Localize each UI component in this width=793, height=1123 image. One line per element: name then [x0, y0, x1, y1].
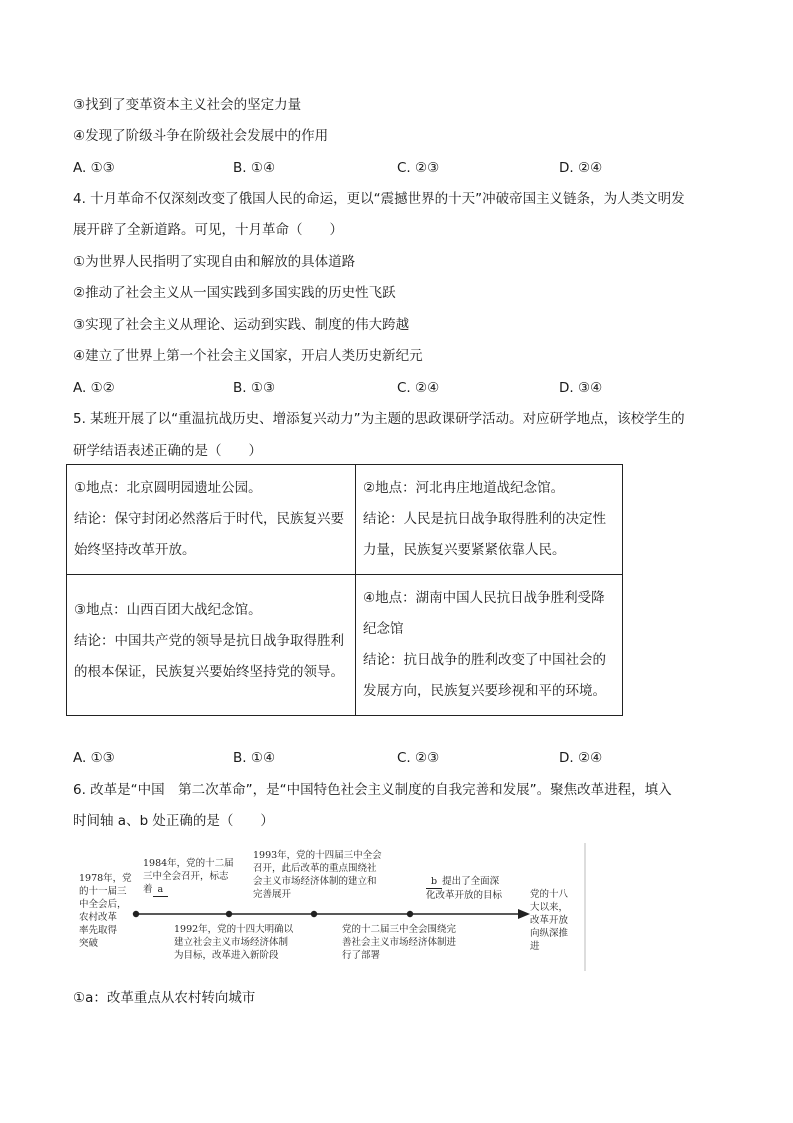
timeline-event-1992: 1992年，党的十四大明确以 建立社会主义市场经济体制 为目标，改革进入新阶段 — [174, 924, 294, 961]
q3-options — [73, 158, 733, 178]
cell-2-line-2: 结论：人民是抗日战争取得胜利的决定性 — [363, 511, 606, 527]
cell-4-line-4: 发展方向，民族复兴要珍视和平的环境。 — [363, 683, 606, 699]
cell-1-line-2: 结论：保守封闭必然落后于时代，民族复兴要 — [74, 511, 344, 527]
table-cell-2 — [356, 465, 623, 575]
q3-statement-3: ③找到了变革资本主义社会的坚定力量 — [73, 97, 302, 113]
q6-statement-1: ①a：改革重点从农村转向城市 — [73, 990, 256, 1006]
table-cell-4 — [356, 575, 623, 716]
timeline-event-1993: 1993年，党的十四届三中全会 召开，此后改革的重点围绕社 会主义市场经济体制的建立和 完善展开 — [253, 850, 382, 900]
q5-option-c[interactable]: C. ②③ — [397, 750, 440, 766]
q4-stem-line-2: 展开辟了全新道路。可见，十月革命（ ） — [73, 222, 343, 238]
table-cell-1 — [67, 465, 356, 575]
cell-1-line-1: ①地点：北京圆明园遗址公园。 — [74, 480, 262, 496]
q5-options — [73, 748, 733, 768]
q3-option-b[interactable]: B. ①④ — [233, 160, 276, 176]
cell-2-line-1: ②地点：河北冉庄地道战纪念馆。 — [363, 480, 565, 496]
q5-option-d[interactable]: D. ②④ — [559, 750, 603, 766]
table-cell-3 — [67, 575, 356, 716]
cell-3-line-3: 的根本保证，民族复兴要始终坚持党的领导。 — [74, 664, 344, 680]
cell-4-line-1: ④地点：湖南中国人民抗日战争胜利受降 — [363, 590, 605, 606]
table-row — [67, 465, 623, 575]
blank-b: b — [426, 875, 442, 889]
timeline-event-reform-plan: 党的十二届三中全会围绕完 善社会主义市场经济体制进 行了部署 — [342, 924, 457, 961]
cell-4-line-2: 纪念馆 — [363, 621, 404, 637]
cell-4-line-3: 结论：抗日战争的胜利改变了中国社会的 — [363, 652, 606, 668]
q5-option-a[interactable]: A. ①③ — [73, 750, 115, 766]
q4-options — [73, 378, 733, 398]
q5-stem-line-1: 5. 某班开展了以“重温抗战历史、增添复兴动力”为主题的思政课研学活动。对应研学地点，该校学生的 — [73, 411, 685, 427]
q4-stem-line-1: 4. 十月革命不仅深刻改变了俄国人民的命运，更以“震撼世界的十天”冲破帝国主义链条，为人类文明发 — [73, 191, 685, 207]
q4-statement-4: ④建立了世界上第一个社会主义国家，开启人类历史新纪元 — [73, 348, 423, 364]
q5-site-table — [66, 464, 623, 716]
timeline-event-b: b 提出了全面深 化改革开放的目标 — [426, 876, 503, 901]
q5-option-b[interactable]: B. ①④ — [233, 750, 276, 766]
q4-option-b[interactable]: B. ①③ — [233, 380, 276, 396]
cell-3-line-2: 结论：中国共产党的领导是抗日战争取得胜利 — [74, 633, 344, 649]
q3-option-d[interactable]: D. ②④ — [559, 160, 603, 176]
timeline-left-label: 1978年，党 的十一届三 中全会后， 农村改革 率先取得 突破 — [79, 873, 132, 949]
cell-1-line-3: 始终坚持改革开放。 — [74, 542, 196, 558]
cell-3-line-1: ③地点：山西百团大战纪念馆。 — [74, 602, 262, 618]
q4-option-a[interactable]: A. ①② — [73, 380, 115, 396]
q4-option-c[interactable]: C. ②④ — [397, 380, 440, 396]
blank-a: a — [153, 883, 169, 897]
timeline-node — [133, 911, 139, 917]
reform-timeline — [74, 843, 586, 971]
timeline-node — [407, 911, 413, 917]
q3-statement-4: ④发现了阶级斗争在阶级社会发展中的作用 — [73, 128, 329, 144]
q6-stem-line-2: 时间轴 a、b 处正确的是（ ） — [73, 813, 274, 829]
q4-option-d[interactable]: D. ③④ — [559, 380, 603, 396]
timeline-event-1984: 1984年，党的十二届 三中全会召开，标志 着 a — [143, 858, 234, 895]
q3-option-c[interactable]: C. ②③ — [397, 160, 440, 176]
q5-stem-line-2: 研学结语表述正确的是（ ） — [73, 443, 262, 459]
cell-2-line-3: 力量，民族复兴要紧紧依靠人民。 — [363, 542, 566, 558]
timeline-node — [226, 911, 232, 917]
q6-stem-line-1: 6. 改革是“中国 第二次革命”，是“中国特色社会主义制度的自我完善和发展”。聚焦改革进程，填入 — [73, 782, 672, 798]
timeline-node — [311, 911, 317, 917]
table-row — [67, 575, 623, 716]
q4-statement-1: ①为世界人民指明了实现自由和解放的具体道路 — [73, 254, 356, 270]
q3-option-a[interactable]: A. ①③ — [73, 160, 115, 176]
timeline-right-label: 党的十八 大以来， 改革开放 向纵深推 进 — [530, 889, 569, 952]
q4-statement-3: ③实现了社会主义从理论、运动到实践、制度的伟大跨越 — [73, 317, 410, 333]
q4-statement-2: ②推动了社会主义从一国实践到多国实践的历史性飞跃 — [73, 285, 396, 301]
arrow-right-icon — [518, 909, 530, 919]
